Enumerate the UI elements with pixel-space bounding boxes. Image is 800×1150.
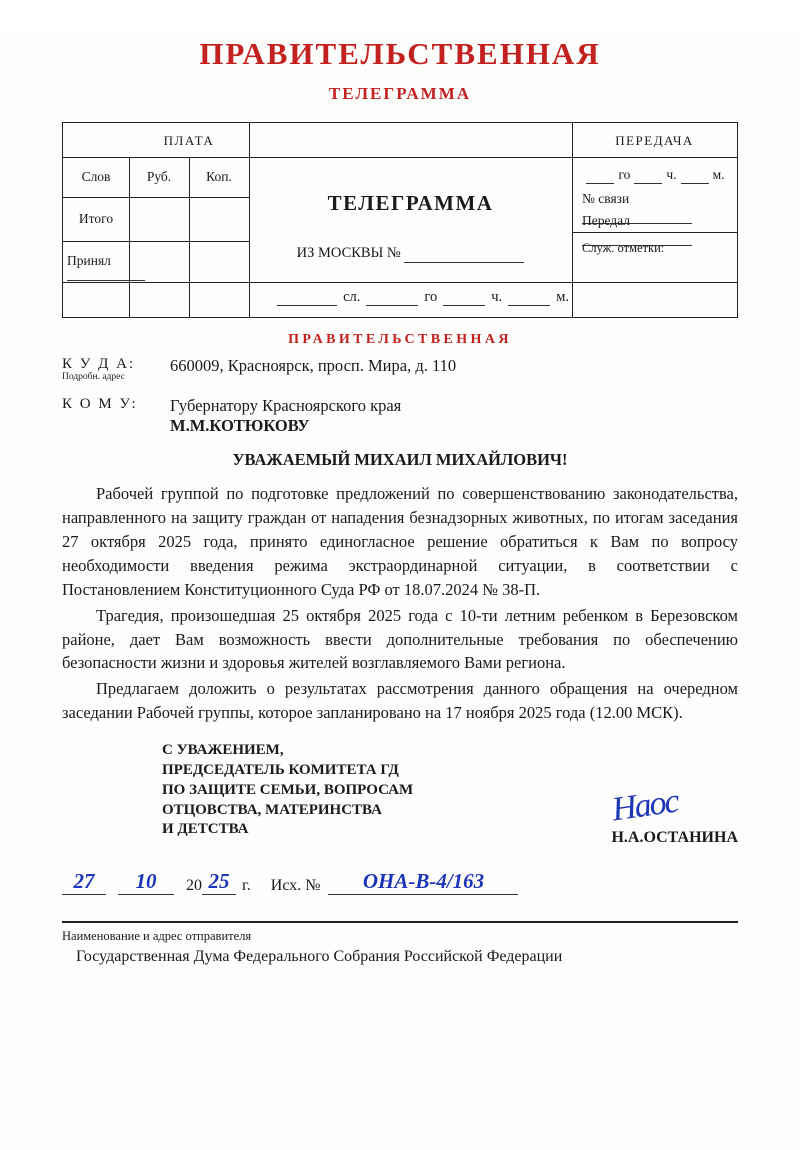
- signature-line-2: ПРЕДСЕДАТЕЛЬ КОМИТЕТА ГД: [162, 762, 399, 779]
- government-line: ПРАВИТЕЛЬСТВЕННАЯ: [288, 332, 512, 347]
- divider-horizontal-itogo: [63, 241, 249, 242]
- kuda-value: 660009, Красноярск, просп. Мира, д. 110: [170, 356, 457, 375]
- letter-body: [62, 482, 738, 725]
- outgoing-number: ОНА-В-4/163: [328, 869, 518, 895]
- address-block: [62, 356, 738, 436]
- kuda-label: [62, 356, 162, 382]
- form-slov-label: Слов: [81, 169, 111, 184]
- address-row-komu: [62, 396, 738, 436]
- divider-vertical-4: [572, 123, 573, 317]
- form-prinyal-label: [67, 253, 177, 285]
- divider-vertical-3: [249, 123, 250, 317]
- form-ch-label: ч.: [491, 289, 503, 305]
- signature-line-5: И ДЕТСТВА: [162, 821, 249, 838]
- kuda-label-text: К У Д А:: [62, 356, 136, 372]
- greeting-line: УВАЖАЕМЫЙ МИХАИЛ МИХАЙЛОВИЧ!: [232, 450, 568, 469]
- footer-block: [62, 929, 738, 966]
- body-paragraph-3: Предлагаем доложить о результатах рассмотрения данного обращения на очередном заседании Рабочей группы, которое запланировано на 17 ноября 2025 года (12.00 МСК).: [62, 679, 738, 723]
- signature-line-3: ПО ЗАЩИТЕ СЕМЬИ, ВОПРОСАМ: [162, 781, 414, 798]
- date-year-prefix: 20: [186, 877, 202, 895]
- divider-horizontal-top: [63, 157, 737, 158]
- komu-value-line1: Губернатору Красноярского края: [170, 396, 402, 415]
- form-sl-label: сл.: [343, 289, 361, 305]
- telegram-form-table: [62, 122, 738, 318]
- form-rub-label: Руб.: [146, 169, 172, 184]
- document-title: ПРАВИТЕЛЬСТВЕННАЯ: [199, 36, 601, 71]
- document-subtitle: ТЕЛЕГРАММА: [328, 84, 472, 103]
- komu-label: К О М У:: [62, 396, 138, 412]
- form-go-label: го: [424, 289, 438, 305]
- body-paragraph-1: Рабочей группой по подготовке предложений по совершенствованию законодательства, направленного на защиту граждан от нападения безнадзорных животных, по итогам заседания 27 октября 2025 года, принято единогласное решение обратиться к Вам по вопросу необходимости введения режима экстраординарной ситуации, в соответствии с Постановлением Конституционного Суда РФ от 18.07.2024 № 38-П.: [62, 484, 738, 599]
- kuda-sublabel: Подробн. адрес: [62, 372, 125, 382]
- form-from-moscow: [249, 245, 572, 263]
- form-peredacha-header: ПЕРЕДАЧА: [615, 133, 694, 148]
- form-center-title: ТЕЛЕГРАММА: [327, 191, 494, 215]
- form-kop-label: Коп.: [206, 169, 232, 184]
- form-prinyal-text: Принял: [67, 253, 111, 268]
- form-right-ch: ч.: [666, 167, 677, 182]
- signature-block: [62, 741, 738, 851]
- form-right-m: м.: [712, 167, 725, 182]
- date-year-suffix: г.: [242, 877, 251, 895]
- form-right-time: [582, 167, 729, 184]
- komu-value-line2: М.М.КОТЮКОВУ: [170, 416, 310, 435]
- body-paragraph-2: Трагедия, произошедшая 25 октября 2025 года с 10-ти летним ребенком в Березовском районе, дает Вам возможность ввести дополнительные требования по обеспечению безопасности жизни и здоровья жителей возглавляемого Вами региона.: [62, 605, 738, 673]
- footer-caption: Наименование и адрес отправителя: [62, 929, 252, 944]
- form-peredal-label: Передал: [582, 213, 631, 228]
- form-itogo-label: Итого: [78, 211, 114, 226]
- telegram-document: [0, 36, 800, 1150]
- footer-divider: [62, 921, 738, 923]
- form-from-moscow-label: ИЗ МОСКВЫ №: [296, 245, 401, 261]
- form-sluzh: Служ. отметки:: [582, 241, 665, 255]
- date-year: 25: [202, 869, 236, 895]
- date-month: 10: [118, 869, 174, 895]
- date-day: 27: [62, 869, 106, 895]
- form-plata-header: ПЛАТА: [163, 133, 215, 148]
- komu-value-group: [162, 396, 401, 436]
- form-right-go: го: [618, 167, 631, 182]
- handwritten-signature: Наос: [610, 782, 681, 829]
- form-bottom-line: [259, 288, 569, 306]
- footer-sender: Государственная Дума Федерального Собрания Российской Федерации: [76, 948, 563, 966]
- form-m-label: м.: [556, 289, 569, 305]
- signatory-name: Н.А.ОСТАНИНА: [611, 829, 738, 847]
- signature-line-4: ОТЦОВСТВА, МАТЕРИНСТВА: [162, 801, 382, 818]
- signature-line-1: С УВАЖЕНИЕМ,: [162, 742, 284, 759]
- divider-horizontal-slov: [63, 197, 249, 198]
- outgoing-label: Исх. №: [270, 877, 321, 895]
- date-and-outgoing-row: [62, 865, 738, 895]
- address-row-kuda: [62, 356, 738, 382]
- form-svyaz-label: № связи: [582, 191, 630, 206]
